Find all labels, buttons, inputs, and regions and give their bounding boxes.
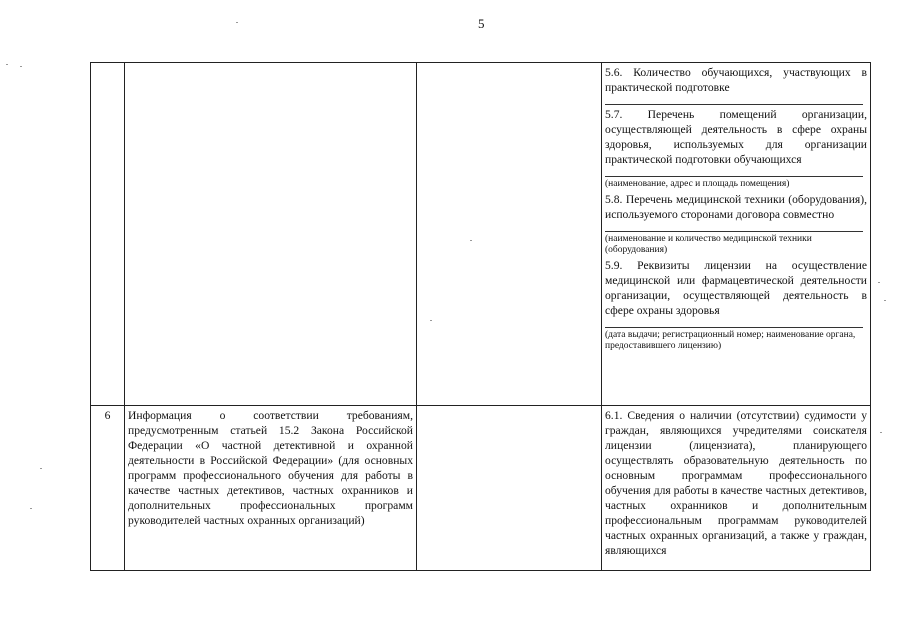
item-5-8-caption: (наименование и количество медицинской техники (оборудования) [605, 234, 812, 255]
item-5-7-caption: (наименование, адрес и площадь помещения) [605, 179, 790, 189]
fill-in-line [605, 95, 863, 105]
row-description-cell: Информация о соответствии требованиям, предусмотренным статьей 15.2 Закона Российской Федерации «О частной детективной и охранной деятельности в Российской Федерации» (для основных программ профессионального обучения для работы в качестве частных детективов, частных охранников и дополнительных профессиональных программ руководителей частных охранных организаций) [125, 406, 417, 571]
requirements-table [90, 62, 871, 571]
scan-speck [430, 320, 432, 321]
table-row [91, 63, 871, 406]
fill-in-line [605, 222, 863, 232]
item-5-7: 5.7. Перечень помещений организации, осуществляющей деятельность в сфере охраны здоровья, используемых для организации практической подготовки обучающихся [605, 108, 867, 166]
scan-speck [880, 432, 882, 433]
row-empty-cell [417, 63, 602, 406]
row-number-cell [91, 63, 125, 406]
row-number-cell: 6 [91, 406, 125, 571]
fill-in-line [605, 167, 863, 177]
scan-speck [236, 22, 238, 23]
scan-speck [20, 66, 22, 67]
row-details-cell [602, 63, 871, 406]
item-5-9-caption: (дата выдачи; регистрационный номер; наименование органа, предоставившего лицензию) [605, 330, 856, 351]
row-details-cell [602, 406, 871, 571]
fill-in-line [605, 318, 863, 328]
row-empty-cell [417, 406, 602, 571]
table-row [91, 406, 871, 571]
item-5-9: 5.9. Реквизиты лицензии на осуществление медицинской или фармацевтической деятельности организации, осуществляющей деятельность в сфере охраны здоровья [605, 259, 867, 317]
scan-speck [6, 64, 8, 65]
item-5-6: 5.6. Количество обучающихся, участвующих в практической подготовке [605, 66, 867, 94]
scan-speck [30, 508, 32, 509]
item-6-1: 6.1. Сведения о наличии (отсутствии) судимости у граждан, являющихся учредителями соискателя лицензии (лицензиата), планирующего осуществлять образовательную деятельность по основным программам профессионального обучения для работы в качестве частных детективов, частных охранников и дополнительным профессиональным программам руководителей частных охранных организаций, а также у граждан, являющихся [605, 409, 867, 557]
row-description-cell [125, 63, 417, 406]
scan-speck [40, 468, 42, 469]
scan-speck [470, 240, 472, 241]
scan-speck [878, 282, 880, 283]
item-5-8: 5.8. Перечень медицинской техники (оборудования), используемого сторонами договора совместно [605, 193, 867, 221]
page-number: 5 [478, 16, 485, 31]
scan-speck [884, 300, 886, 301]
